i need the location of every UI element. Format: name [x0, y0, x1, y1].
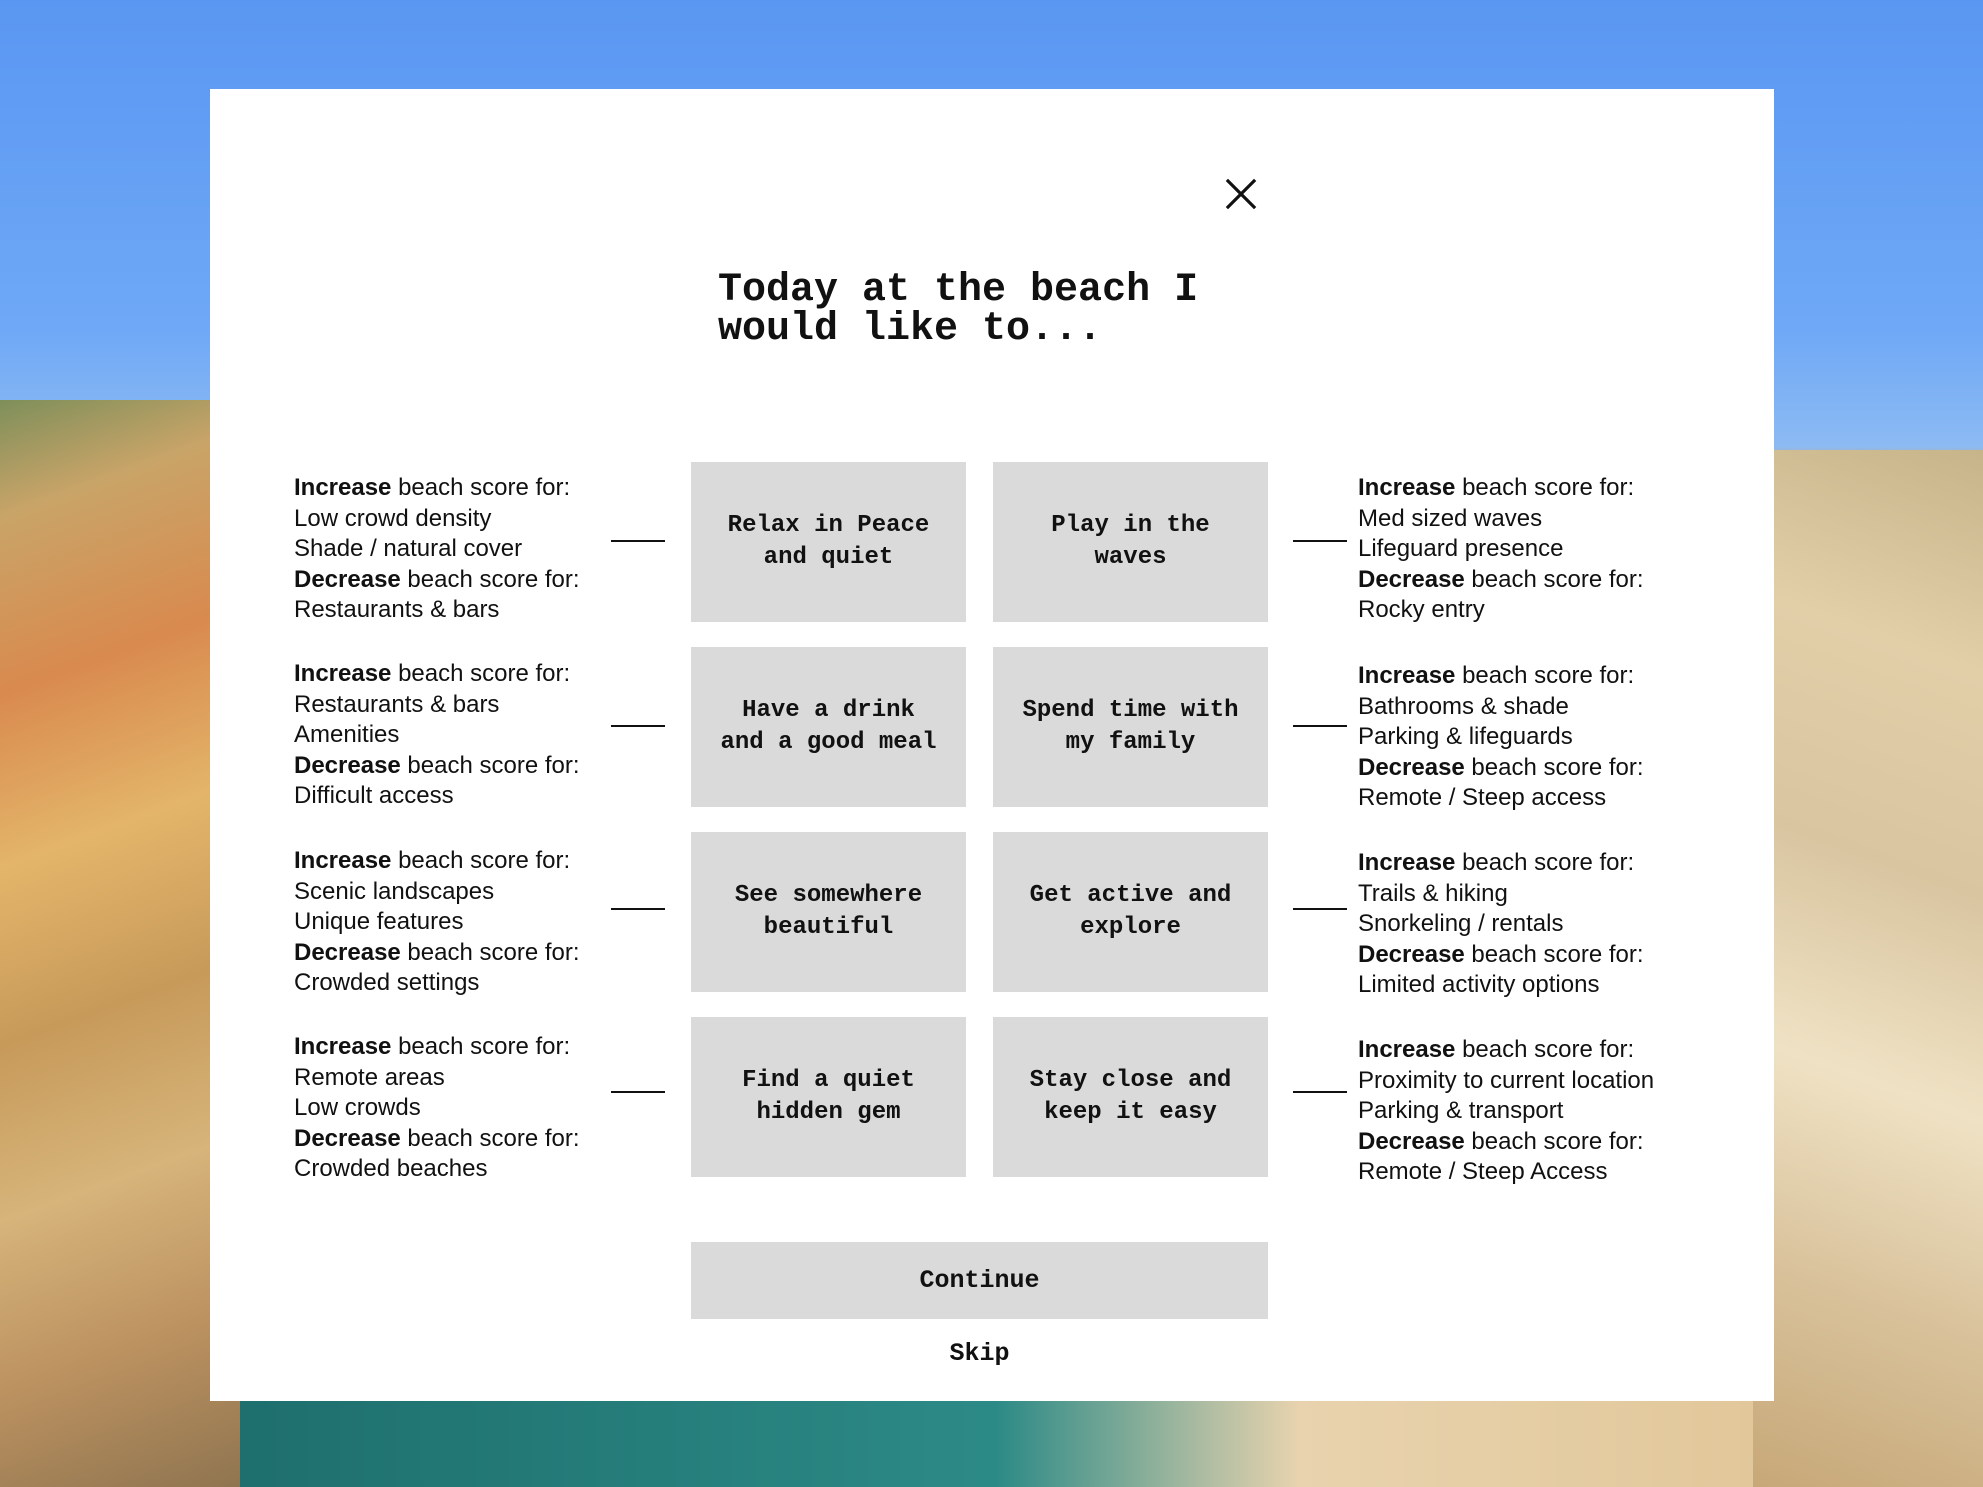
option-play-waves[interactable]: Play in the waves — [993, 462, 1268, 622]
increase-word: Increase — [1358, 662, 1456, 689]
close-icon — [1220, 173, 1262, 215]
connector-line — [611, 725, 665, 727]
title-line-1: Today at the beach I — [718, 268, 1199, 313]
increase-item: Lifeguard presence — [1358, 535, 1564, 562]
decrease-item: Remote / Steep Access — [1358, 1158, 1608, 1185]
increase-item: Parking & transport — [1358, 1097, 1564, 1124]
connector-line — [1293, 908, 1347, 910]
background-sea — [240, 1397, 1753, 1487]
option-active-explore[interactable]: Get active and explore — [993, 832, 1268, 992]
description-active — [1358, 848, 1688, 1001]
score-suffix: beach score for: — [1455, 1036, 1635, 1063]
decrease-word: Decrease — [294, 565, 401, 593]
description-beautiful — [294, 846, 624, 999]
increase-item: Amenities — [294, 721, 400, 748]
decrease-item: Remote / Steep access — [1358, 784, 1607, 811]
increase-word: Increase — [1358, 474, 1456, 501]
decrease-word: Decrease — [294, 1124, 401, 1152]
close-button[interactable] — [1220, 173, 1262, 215]
score-suffix: beach score for: — [1455, 474, 1635, 501]
connector-line — [1293, 540, 1347, 542]
increase-item: Proximity to current location — [1358, 1066, 1655, 1094]
score-suffix: beach score for: — [1464, 753, 1644, 781]
score-suffix: beach score for: — [400, 751, 580, 779]
description-drink-meal — [294, 659, 624, 812]
connector-line — [611, 1091, 665, 1093]
decrease-word: Decrease — [294, 751, 401, 779]
increase-item: Remote areas — [294, 1063, 445, 1091]
option-hidden-gem[interactable]: Find a quiet hidden gem — [691, 1017, 966, 1177]
modal-title — [718, 268, 1278, 352]
description-relax — [294, 473, 624, 626]
score-suffix: beach score for: — [391, 847, 571, 874]
score-suffix: beach score for: — [1464, 1127, 1644, 1155]
connector-line — [1293, 725, 1347, 727]
description-family — [1358, 661, 1688, 814]
score-suffix: beach score for: — [1464, 940, 1644, 968]
decrease-word: Decrease — [1358, 565, 1465, 593]
increase-item: Unique features — [294, 908, 464, 935]
increase-word: Increase — [294, 660, 392, 687]
score-suffix: beach score for: — [400, 565, 580, 593]
increase-item: Restaurants & bars — [294, 690, 500, 718]
title-line-2: would like to... — [718, 307, 1103, 352]
increase-item: Trails & hiking — [1358, 879, 1508, 907]
score-suffix: beach score for: — [391, 660, 571, 687]
decrease-word: Decrease — [1358, 940, 1465, 968]
increase-item: Low crowds — [294, 1094, 421, 1121]
background-cliff-right — [1753, 450, 1983, 1487]
decrease-item: Rocky entry — [1358, 596, 1485, 623]
increase-item: Shade / natural cover — [294, 535, 523, 562]
option-relax[interactable]: Relax in Peace and quiet — [691, 462, 966, 622]
decrease-word: Decrease — [294, 938, 401, 966]
score-suffix: beach score for: — [391, 1033, 571, 1060]
increase-word: Increase — [294, 1033, 392, 1060]
option-family[interactable]: Spend time with my family — [993, 647, 1268, 807]
score-suffix: beach score for: — [1464, 565, 1644, 593]
description-stay-close — [1358, 1035, 1688, 1188]
increase-word: Increase — [1358, 1036, 1456, 1063]
connector-line — [611, 908, 665, 910]
score-suffix: beach score for: — [1455, 849, 1635, 876]
preferences-modal — [210, 89, 1774, 1401]
score-suffix: beach score for: — [1455, 662, 1635, 689]
increase-item: Low crowd density — [294, 504, 492, 532]
increase-word: Increase — [294, 847, 392, 874]
description-waves — [1358, 473, 1688, 626]
option-stay-close[interactable]: Stay close and keep it easy — [993, 1017, 1268, 1177]
option-beautiful[interactable]: See somewhere beautiful — [691, 832, 966, 992]
score-suffix: beach score for: — [400, 938, 580, 966]
increase-item: Scenic landscapes — [294, 877, 495, 905]
decrease-item: Limited activity options — [1358, 971, 1600, 998]
increase-item: Med sized waves — [1358, 504, 1543, 532]
increase-word: Increase — [294, 474, 392, 501]
connector-line — [611, 540, 665, 542]
increase-word: Increase — [1358, 849, 1456, 876]
score-suffix: beach score for: — [391, 474, 571, 501]
increase-item: Snorkeling / rentals — [1358, 910, 1564, 937]
increase-item: Bathrooms & shade — [1358, 692, 1569, 720]
decrease-item: Crowded beaches — [294, 1155, 488, 1182]
skip-link[interactable]: Skip — [949, 1339, 1010, 1368]
decrease-item: Difficult access — [294, 782, 454, 809]
description-hidden-gem — [294, 1032, 624, 1185]
background-cliff-left — [0, 400, 240, 1487]
increase-item: Parking & lifeguards — [1358, 723, 1573, 750]
option-drink-meal[interactable]: Have a drink and a good meal — [691, 647, 966, 807]
decrease-word: Decrease — [1358, 1127, 1465, 1155]
score-suffix: beach score for: — [400, 1124, 580, 1152]
decrease-item: Restaurants & bars — [294, 596, 500, 623]
continue-button[interactable]: Continue — [691, 1242, 1268, 1319]
decrease-word: Decrease — [1358, 753, 1465, 781]
connector-line — [1293, 1091, 1347, 1093]
decrease-item: Crowded settings — [294, 969, 480, 996]
